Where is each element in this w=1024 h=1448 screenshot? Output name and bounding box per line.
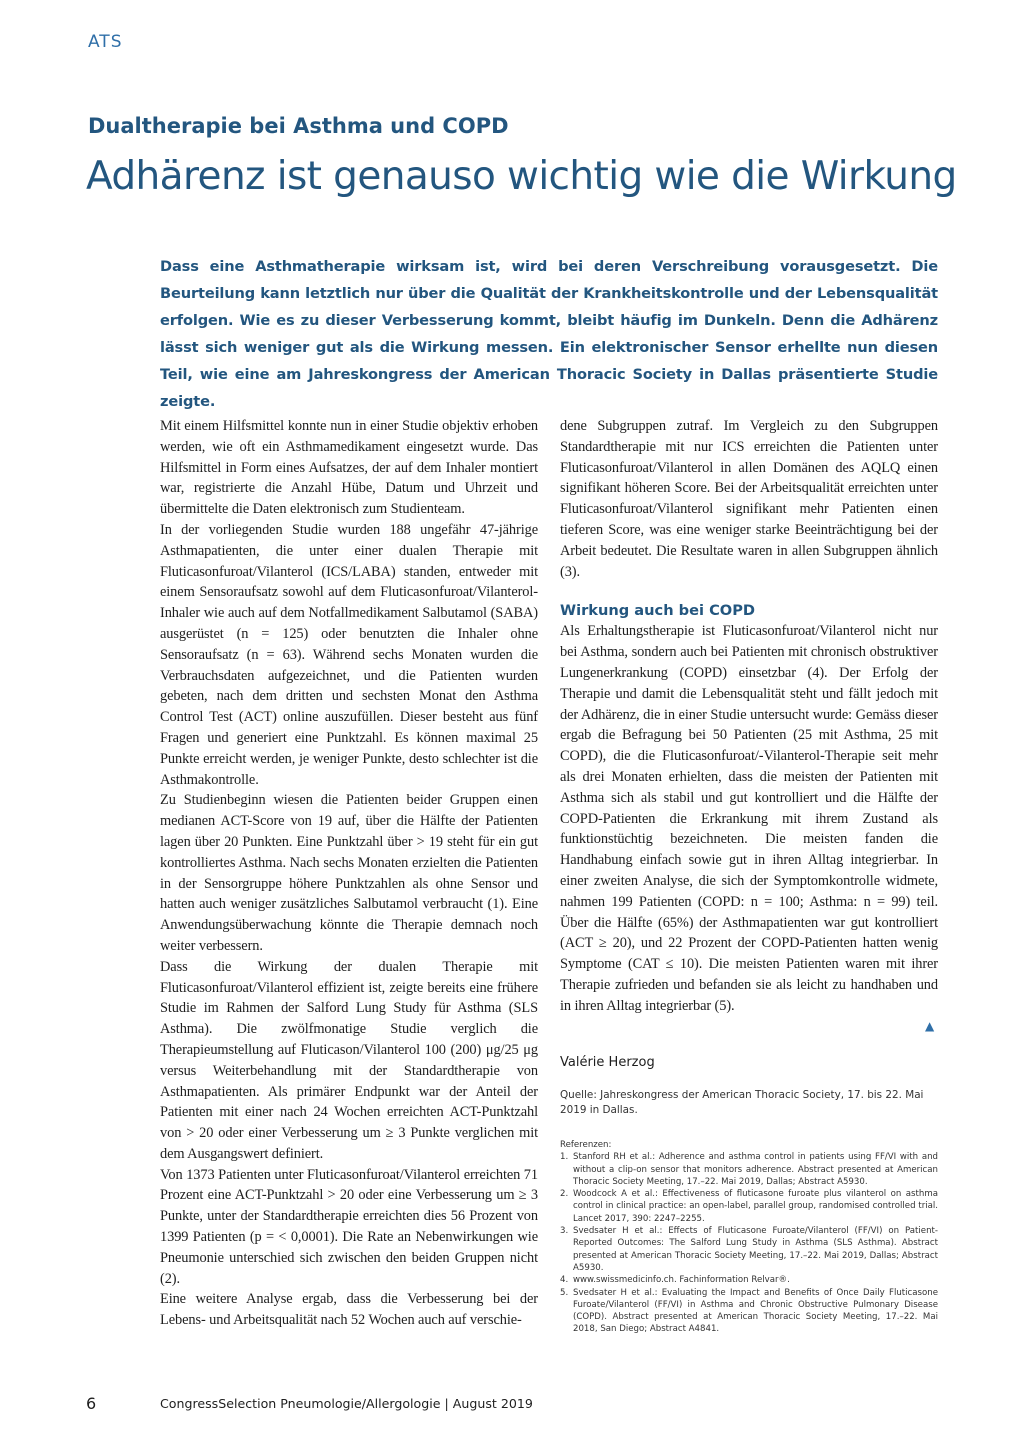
body-paragraph: Als Erhaltungstherapie ist Fluticasonfuroat/Vilanterol nicht nur bei Asthma, sondern auch bei Patienten mit chronisch obstruktiver Lungenerkrankung (COPD) einsetzbar (4). Der Erfolg der Therapie und damit die Lebensqualität steht und fällt jedoch mit der Adhärenz, die in einer Studie untersucht wurde: Gemäss dieser ergab die Befragung bei 50 Patienten (25 mit Asthma, 25 mit COPD), die die Fluticasonfuroat/-Vilanterol-Therapie seit mehr als drei Monaten erhielten, dass die meisten der Patienten mit Asthma sich als stabil und gut kontrolliert und die Hälfte der COPD-Patienten die Erkrankung mit ihrem Zustand als funktionstüchtig bezeichneten. Die meisten fanden die Handhabung einfach sowie gut in ihren Alltag integrierbar. In einer zweiten Analyse, die sich der Symptomkontrolle widmete, nahmen 199 Patienten (COPD: n = 100; Asthma: n = 99) teil. Über die Hälfte (65%) der Asthmapatienten war gut kontrolliert (ACT ≥ 20), und 22 Prozent der COPD-Patienten hatten wenig Symptome (CAT ≤ 10). Die meisten Patienten waren mit ihrer Therapie zufrieden und befanden sie als leicht zu handhaben und in ihren Alltag integrierbar (5). — [560, 623, 938, 1014]
reference-number: 5. — [560, 1287, 569, 1298]
reference-item — [560, 1225, 938, 1274]
reference-number: 3. — [560, 1226, 569, 1237]
reference-text: Svedsater H et al.: Effects of Fluticasone Furoate/Vilanterol (FF/VI) on Patient-Reported Outcomes: The Salford Lung Study in Asthma (SLS Asthma). Abstract presented at American Thoracic Society Meeting, 17.–22. Mai 2019, Dallas; Abstract A5930. — [573, 1226, 938, 1273]
body-column-right — [560, 416, 938, 1017]
reference-text: Svedsater H et al.: Evaluating the Impact and Benefits of Once Daily Fluticasone Furoate/Vilanterol (FF/VI) in Asthma and Chronic Obstructive Pulmonary Disease (COPD). Abstract presented at American Thoracic Society Meeting, 17.–22. Mai 2018, San Diego; Abstract A4841. — [573, 1287, 938, 1335]
end-of-article-triangle-icon: ▲ — [925, 1019, 935, 1033]
body-column-left — [160, 416, 538, 1331]
body-paragraph: Dass die Wirkung der dualen Therapie mit Fluticasonfuroat/Vilanterol effizient ist, zeigte bereits eine frühere Studie im Rahmen der Salford Lung Study für Asthma (SLS Asthma). Die zwölfmonatige Studie verglich die Therapieumstellung auf Fluticason/Vilanterol 100 (200) μg/25 μg versus Weiterbehandlung mit der Standardtherapie von Asthmapatienten. Als primärer Endpunkt war der Anteil der Patienten mit einer nach 24 Wochen erreichten ACT-Punktzahl von > 20 oder einer Verbesserung um ≥ 3 Punkte verglichen mit dem Ausgangswert definiert. — [160, 958, 538, 1162]
body-paragraph: In der vorliegenden Studie wurden 188 ungefähr 47-jährige Asthmapatienten, die unter einer dualen Therapie mit Fluticasonfuroat/Vilanterol (ICS/LABA) standen, entweder mit einem Sensoraufsatz sowohl auf dem Fluticasonfuroat/Vilanterol-Inhaler wie auch auf dem Notfallmedikament Salbutamol (SABA) ausgerüstet (n = 125) oder benutzten die Inhaler ohne Sensoraufsatz (n = 63). Während sechs Monaten wurden die Verbrauchsdaten aufgezeichnet, und die Patienten wurden gebeten, nach dem dritten und sechsten Monat den Asthma Control Test (ACT) online auszufüllen. Dieser besteht aus fünf Fragen und generiert eine Punktzahl. Es können maximal 25 Punkte erreicht werden, je weniger Punkte, desto schlechter ist die Asthmakontrolle. — [160, 521, 538, 788]
article-kicker: Dualtherapie bei Asthma und COPD — [88, 114, 509, 138]
references-heading: Referenzen: — [560, 1140, 612, 1150]
reference-number: 4. — [560, 1275, 569, 1286]
body-paragraph: Eine weitere Analyse ergab, dass die Verbesserung bei der Lebens- und Arbeitsqualität nach 52 Wochen auch auf verschie- — [160, 1291, 538, 1329]
publication-footer: CongressSelection Pneumologie/Allergologie | August 2019 — [160, 1396, 533, 1411]
reference-number: 1. — [560, 1152, 569, 1163]
section-heading: Wirkung auch bei COPD — [560, 602, 756, 620]
lead-paragraph: Dass eine Asthmatherapie wirksam ist, wird bei deren Verschreibung vorausgesetzt. Die Beurteilung kann letztlich nur über die Qualität der Krankheitskontrolle und der Lebensqualität erfolgen. Wie es zu dieser Verbesserung kommt, bleibt häufig im Dunkeln. Denn die Adhärenz lässt sich weniger gut als die Wirkung messen. Ein elektronischer Sensor erhellte nun diesen Teil, wie eine am Jahreskongress der American Thoracic Society in Dallas präsentierte Studie zeigte. — [160, 258, 938, 410]
reference-item — [560, 1274, 938, 1286]
reference-text: Stanford RH et al.: Adherence and asthma control in patients using FF/VI with and without a clip-on sensor that monitors adherence. Abstract presented at American Thoracic Society Meeting, 17.–22. Mai 2019, Dallas; Abstract A5930. — [573, 1152, 938, 1187]
author-name: Valérie Herzog — [560, 1055, 655, 1070]
article-title: Adhärenz ist genauso wichtig wie die Wirkung — [86, 154, 957, 199]
page-number: 6 — [86, 1394, 97, 1413]
references — [560, 1139, 938, 1336]
body-paragraph: Von 1373 Patienten unter Fluticasonfuroat/Vilanterol erreichten 71 Prozent eine ACT-Punktzahl > 20 oder eine Verbesserung um ≥ 3 Punkte, unter der Standardtherapie erreichten dies 56 Prozent von 1399 Patienten (p = < 0,0001). Die Rate an Nebenwirkungen wie Pneumonie unterschied sich zwischen den beiden Gruppen nicht (2). — [160, 1166, 538, 1287]
reference-text: www.swissmedicinfo.ch. Fachinformation Relvar®. — [573, 1275, 790, 1286]
section-tag: ATS — [88, 32, 123, 52]
reference-item — [560, 1287, 938, 1336]
reference-item — [560, 1188, 938, 1225]
body-paragraph: Zu Studienbeginn wiesen die Patienten beider Gruppen einen medianen ACT-Score von 19 auf, über die Hälfte der Patienten lagen über 20 Punkten. Eine Punktzahl über > 19 steht für ein gut kontrolliertes Asthma. Nach sechs Monaten erzielten die Patienten in der Sensorgruppe höhere Punktzahlen als ohne Sensor und hatten auch weniger zusätzliches Salbutamol verbraucht (1). Eine Anwendungsüberwachung könnte die Therapie demnach noch weiter verbessern. — [160, 792, 538, 954]
references-list — [560, 1151, 938, 1335]
body-paragraph: Mit einem Hilfsmittel konnte nun in einer Studie objektiv erhoben werden, wie oft ein Asthmamedikament eingesetzt wurde. Das Hilfsmittel in Form eines Aufsatzes, der auf dem Inhaler montiert war, registrierte die Anzahl Hübe, Datum und Uhrzeit und übermittelte die Daten elektronisch zum Studienteam. — [160, 418, 538, 518]
reference-number: 2. — [560, 1189, 569, 1200]
reference-text: Woodcock A et al.: Effectiveness of fluticasone furoate plus vilanterol on asthma control in clinical practice: an open-label, parallel group, randomised controlled trial. Lancet 2017, 390: 2247–2255. — [573, 1189, 938, 1224]
body-paragraph: dene Subgruppen zutraf. Im Vergleich zu den Subgruppen Standardtherapie mit nur ICS erreichten die Patienten unter Fluticasonfuroat/Vilanterol in allen Domänen des AQLQ einen signifikant höheren Score. Bei der Arbeitsqualität erreichten unter Fluticasonfuroat/Vilanterol signifikant mehr Patienten einen tieferen Score, was eine weniger starke Beeinträchtigung bei der Arbeit bedeutet. Die Resultate waren in allen Subgruppen ähnlich (3). — [560, 418, 938, 580]
source-note: Quelle: Jahreskongress der American Thoracic Society, 17. bis 22. Mai 2019 in Dallas. — [560, 1089, 924, 1116]
reference-item — [560, 1151, 938, 1188]
